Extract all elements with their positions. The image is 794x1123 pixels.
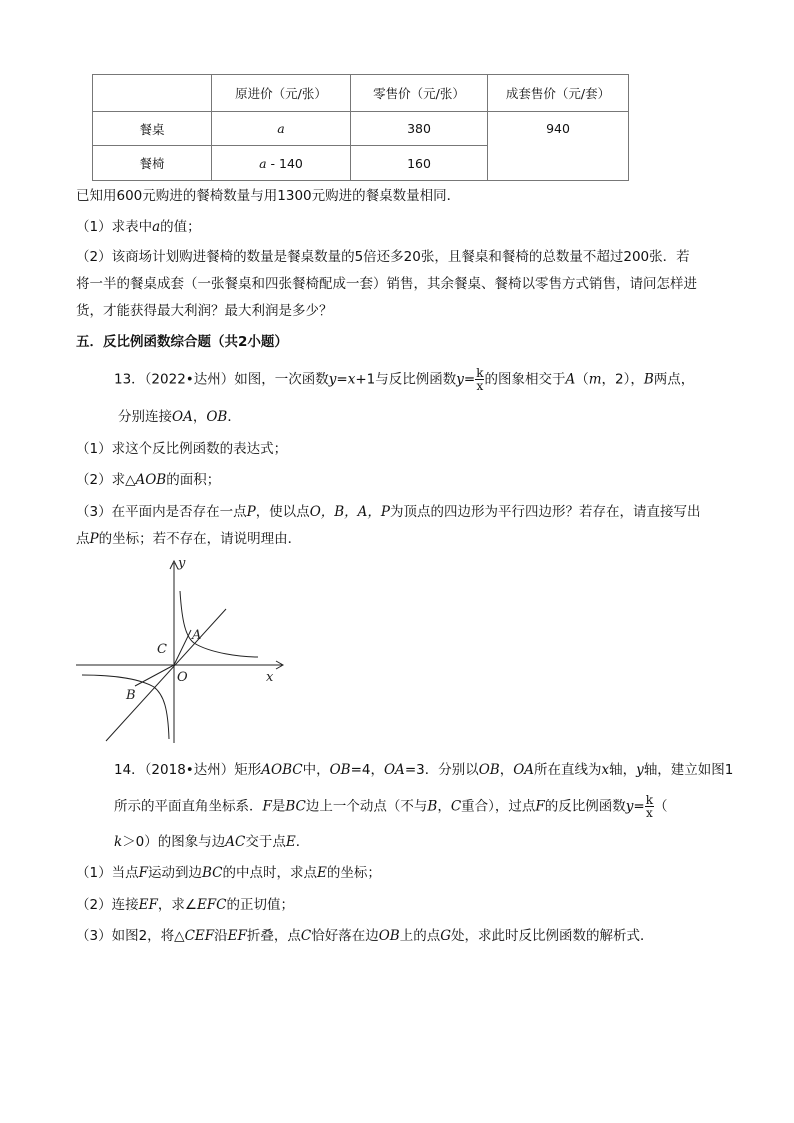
text: 为顶点的四边形为平行四边形？若存在，请直接写出 <box>390 504 701 520</box>
table-header-cell: 成套售价（元/套） <box>488 75 629 112</box>
text: （3）在平面内是否存在一点 <box>76 504 247 520</box>
text: 轴，建立如图1 <box>643 762 734 778</box>
q12-part2-line2: 将一半的餐桌成套（一张餐桌和四张餐椅配成一套）销售，其余餐桌、餐椅以零售方式销售，请问怎样进 <box>76 276 697 292</box>
var: F <box>535 798 545 815</box>
var: y <box>456 371 464 388</box>
text: 交于点 <box>245 834 286 850</box>
text: 的坐标； <box>326 865 381 881</box>
var: G <box>440 928 451 944</box>
text: 的面积； <box>166 472 221 488</box>
text: 折叠，点 <box>246 928 301 944</box>
text: 处，求此时反比例函数的解析式． <box>451 928 654 944</box>
text: 所在直线为 <box>534 762 602 778</box>
text: ， <box>437 798 451 815</box>
text: +1与反比例函数 <box>355 371 457 388</box>
table-header-row <box>93 75 629 112</box>
text: ，2）， <box>601 371 644 388</box>
text: ＞0）的图象与边 <box>122 834 226 850</box>
cost-expression: - 140 <box>266 155 303 171</box>
q13-part3-line1 <box>76 500 701 520</box>
table-cell: 160 <box>351 146 488 181</box>
var: a <box>152 219 161 235</box>
segment-OB <box>135 665 174 686</box>
var: A <box>565 371 576 388</box>
text: （2）连接 <box>76 897 139 913</box>
point-C-label: C <box>157 642 167 657</box>
text: 14．（2018•达州）矩形 <box>114 762 262 778</box>
var: F <box>138 865 148 881</box>
q14-line2 <box>114 794 668 819</box>
q13-figure <box>70 553 290 748</box>
price-table <box>92 74 629 181</box>
table-cell <box>212 112 351 146</box>
q13-part1: （1）求这个反比例函数的表达式； <box>76 441 288 457</box>
var: O，B，A，P <box>309 504 391 520</box>
fraction-numerator: k <box>645 793 654 807</box>
text: 运动到边 <box>147 865 202 881</box>
var: y <box>625 798 634 815</box>
q12-part1 <box>76 215 201 235</box>
var: m <box>588 371 602 388</box>
text: 的反比例函数 <box>544 798 626 815</box>
table-cell: 380 <box>351 112 488 146</box>
text: （2）求△ <box>76 472 136 488</box>
text: 轴， <box>609 762 637 778</box>
var: P <box>246 504 256 520</box>
var-a: a <box>277 121 285 136</box>
text: ， <box>499 762 514 778</box>
text: 两点， <box>653 371 695 388</box>
q14-part1 <box>76 861 381 881</box>
text: = <box>336 371 348 388</box>
var: EFC <box>196 897 227 913</box>
q12-part2-line3: 货，才能获得最大利润？最大利润是多少？ <box>76 303 333 319</box>
text: 13．（2022•达州）如图，一次函数 <box>114 371 329 388</box>
var: E <box>316 865 327 881</box>
text: ． <box>295 834 310 850</box>
q14-part2 <box>76 893 294 913</box>
fraction-denominator: x <box>476 379 484 393</box>
var: OA <box>513 762 535 778</box>
text: = <box>633 798 645 815</box>
text: 重合），过点 <box>461 798 536 815</box>
var: x <box>601 762 610 778</box>
var: BC <box>285 798 306 815</box>
point-A-label: A <box>192 628 202 643</box>
var: OB <box>206 409 228 425</box>
var: B <box>427 798 438 815</box>
y-axis-label: y <box>178 556 186 571</box>
var: x <box>347 371 356 388</box>
q13-part2 <box>76 468 220 488</box>
text: （ <box>654 798 668 815</box>
table-row <box>93 112 629 146</box>
var: BC <box>201 865 223 881</box>
text: 分别连接 <box>118 409 172 425</box>
table-cell <box>212 146 351 181</box>
origin-label: O <box>177 670 188 685</box>
text: 中， <box>302 762 330 778</box>
hyperbola-branch-left <box>82 675 169 739</box>
linear-function-line <box>106 609 226 741</box>
var: P <box>89 531 99 547</box>
var-a: a <box>259 155 267 171</box>
var: OB <box>478 762 500 778</box>
q14-line3 <box>114 830 309 850</box>
var: k <box>114 834 123 850</box>
text: ，使以点 <box>255 504 310 520</box>
text: （1）当点 <box>76 865 139 881</box>
var: y <box>328 371 337 388</box>
var: F <box>262 798 272 815</box>
text: ． <box>227 409 241 425</box>
text: = <box>463 371 476 388</box>
text: 点 <box>76 531 90 547</box>
var: B <box>643 371 654 388</box>
section-heading: 五．反比例函数综合题（共2小题） <box>76 334 288 350</box>
var: y <box>636 762 644 778</box>
text: 的中点时，求点 <box>222 865 317 881</box>
q14-line1 <box>114 758 733 778</box>
text: 边上一个动点（不与 <box>305 798 428 815</box>
text: （1）求表中 <box>76 219 153 235</box>
point-B-label: B <box>126 688 136 703</box>
var: OA <box>383 762 405 778</box>
table-cell: 餐桌 <box>93 112 212 146</box>
q12-given: 已知用600元购进的餐椅数量与用1300元购进的餐桌数量相同． <box>76 188 461 204</box>
text: =3．分别以 <box>404 762 479 778</box>
text: ， <box>192 409 207 425</box>
q12-part2-line1: （2）该商场计划购进餐椅的数量是餐桌数量的5倍还多20张，且餐桌和餐椅的总数量不超过200张．若 <box>76 249 690 265</box>
text: 沿 <box>214 928 228 944</box>
q14-part3 <box>76 924 654 944</box>
var: AOBC <box>261 762 303 778</box>
var: EF <box>138 897 158 913</box>
var: AC <box>225 834 246 850</box>
q13-line2 <box>118 405 241 425</box>
text: 是 <box>271 798 286 815</box>
table-cell-set-price: 940 <box>488 112 629 181</box>
var: C <box>300 928 312 944</box>
text: 恰好落在边 <box>311 928 379 944</box>
text: 所示的平面直角坐标系． <box>114 798 263 815</box>
fraction-denominator: x <box>645 806 653 820</box>
text: 的值； <box>160 219 201 235</box>
text: 的正切值； <box>226 897 294 913</box>
table-cell: 餐椅 <box>93 146 212 181</box>
var: OA <box>172 409 193 425</box>
text: =4， <box>350 762 384 778</box>
var: EF <box>227 928 247 944</box>
table-header-cell: 零售价（元/张） <box>351 75 488 112</box>
x-axis-label: x <box>266 670 274 685</box>
var: E <box>285 834 296 850</box>
var: CEF <box>184 928 215 944</box>
var: C <box>450 798 462 815</box>
fraction-numerator: k <box>476 366 484 380</box>
var: OB <box>378 928 400 944</box>
text: （ <box>575 371 589 388</box>
q13-line1 <box>114 367 694 392</box>
table-header-cell <box>93 75 212 112</box>
text: 上的点 <box>399 928 441 944</box>
table-header-cell: 原进价（元/张） <box>212 75 351 112</box>
var: OB <box>329 762 351 778</box>
fraction-k-over-x <box>645 794 654 819</box>
text: ，求∠ <box>157 897 197 913</box>
text: 的图象相交于 <box>484 371 566 388</box>
text: （3）如图2，将△ <box>76 928 185 944</box>
q13-part3-line2 <box>76 527 301 547</box>
text: 的坐标；若不存在，请说明理由． <box>98 531 302 547</box>
var: AOB <box>135 472 167 488</box>
